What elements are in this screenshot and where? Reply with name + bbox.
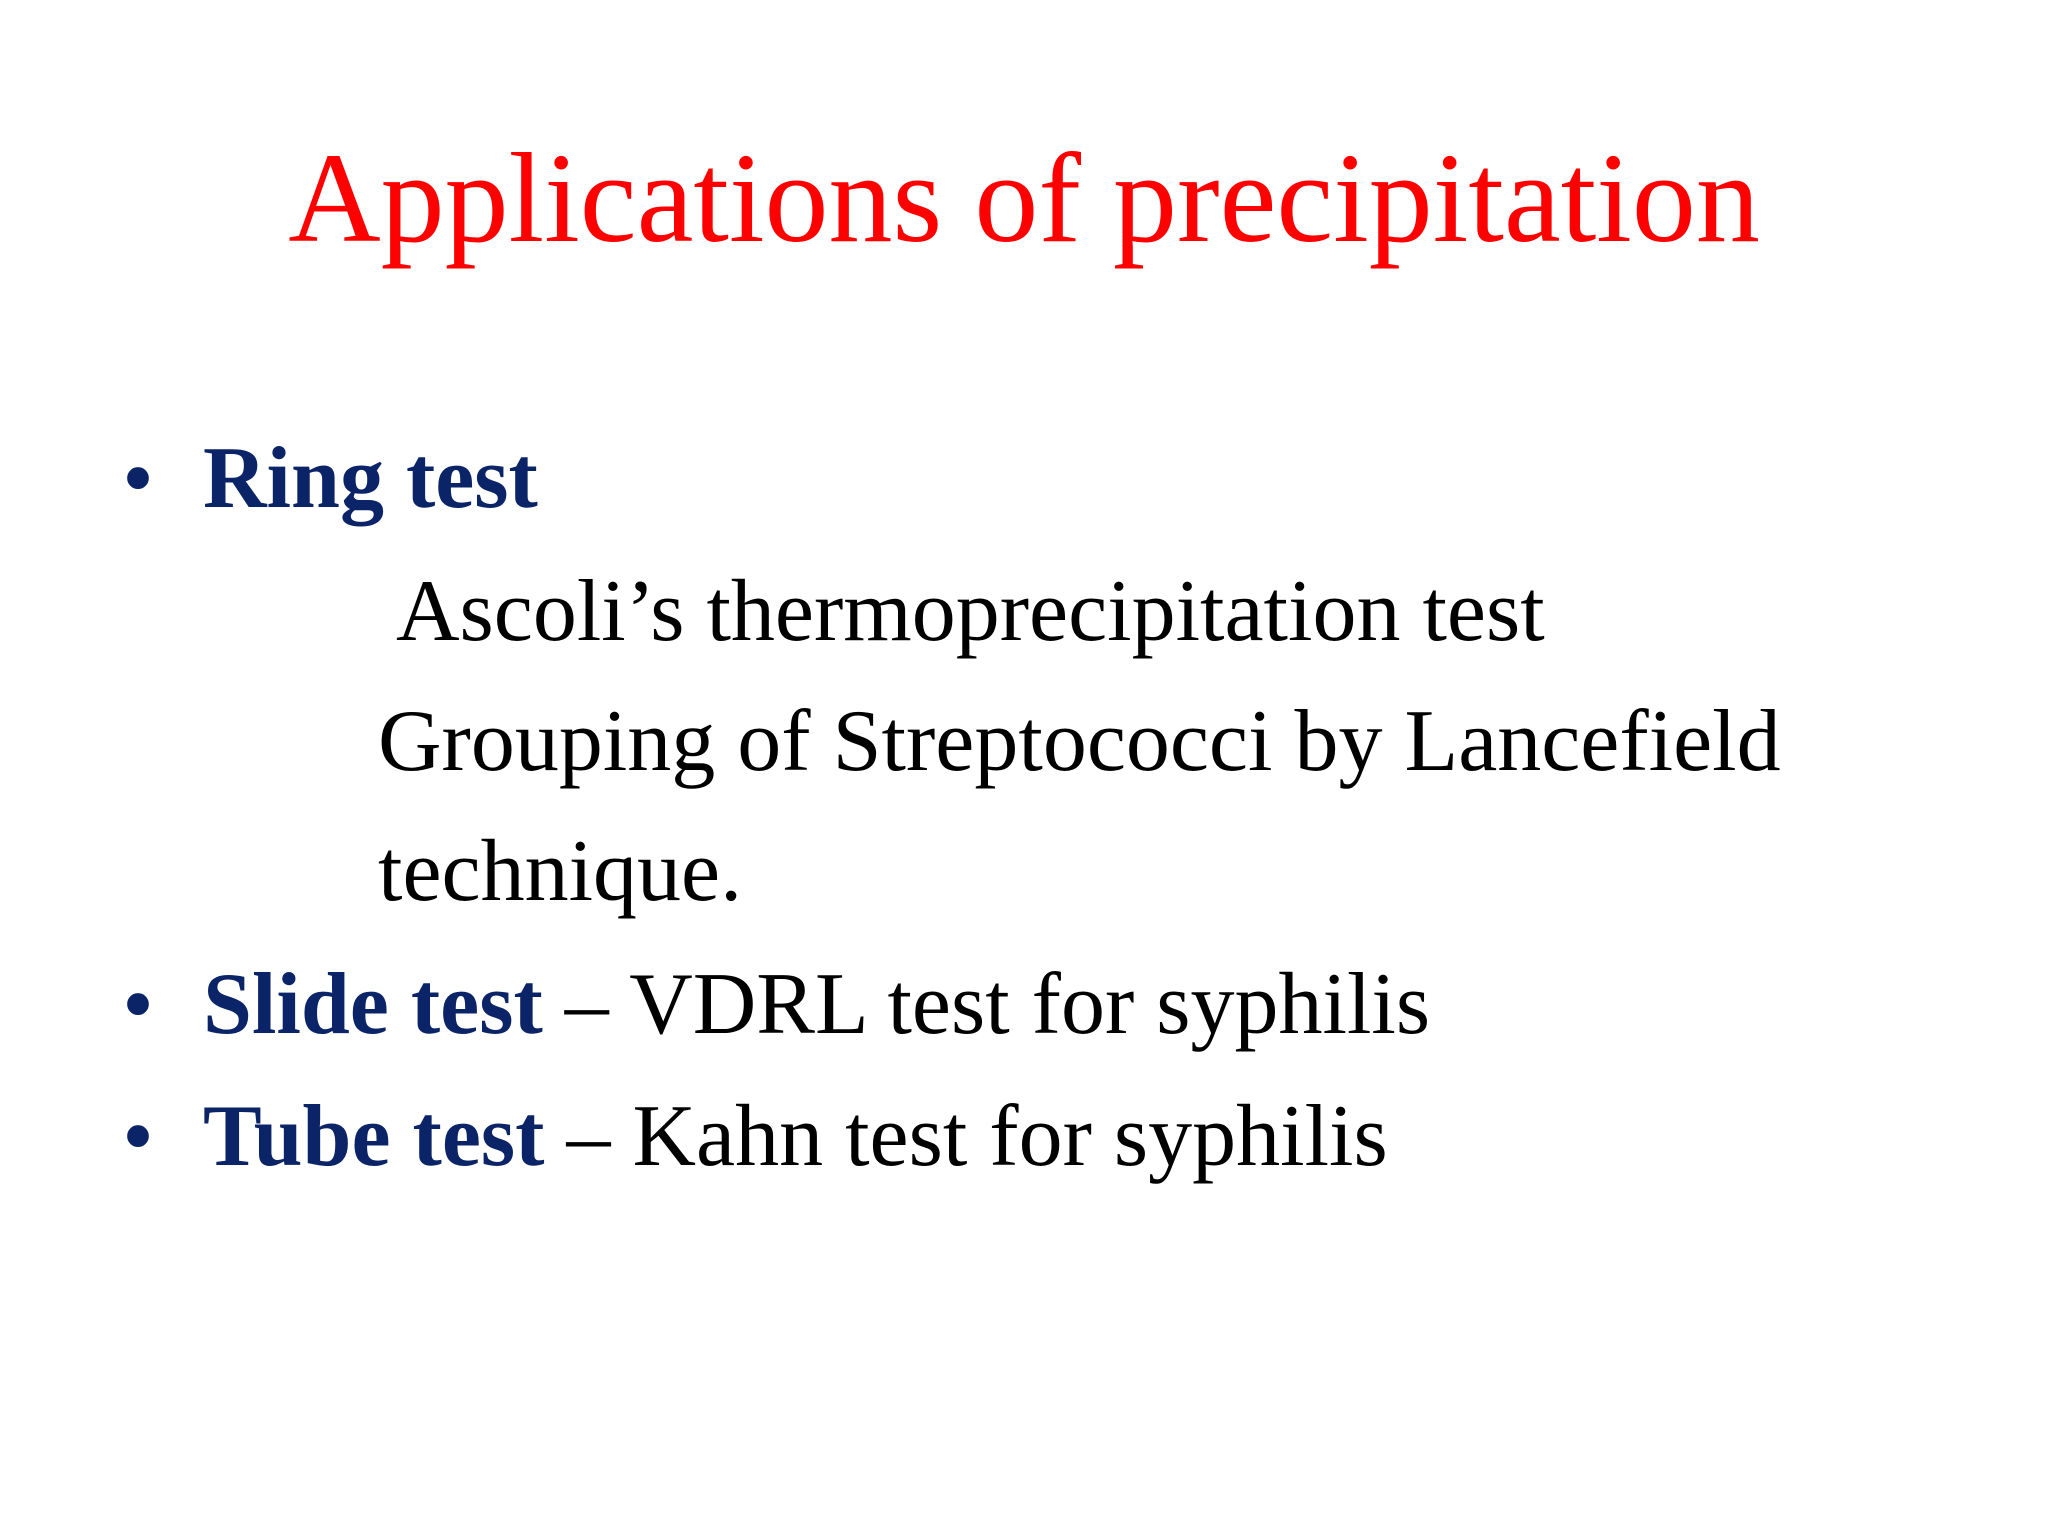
- list-item-slide-test: [203, 950, 1430, 1060]
- bullet-icon: •: [124, 435, 153, 523]
- sub-line-grouping: Grouping of Streptococci by Lancefield: [378, 693, 1781, 790]
- separator: –: [542, 956, 630, 1053]
- bullet-icon: •: [124, 961, 153, 1049]
- separator: –: [544, 1088, 633, 1185]
- sub-line-technique: technique.: [378, 823, 743, 920]
- description-slide-test: VDRL test for syphilis: [629, 956, 1431, 1053]
- description-tube-test: Kahn test for syphilis: [632, 1088, 1388, 1185]
- bullet-icon: •: [124, 1093, 153, 1181]
- term-tube-test: Tube test: [203, 1088, 545, 1185]
- list-item-ring-test: [203, 424, 538, 534]
- term-ring-test: Ring test: [203, 430, 538, 527]
- list-item-tube-test: [203, 1082, 1388, 1192]
- sub-line-ascoli: Ascoli’s thermoprecipitation test: [396, 563, 1545, 660]
- slide-title: Applications of precipitation: [288, 127, 1760, 269]
- term-slide-test: Slide test: [203, 956, 543, 1053]
